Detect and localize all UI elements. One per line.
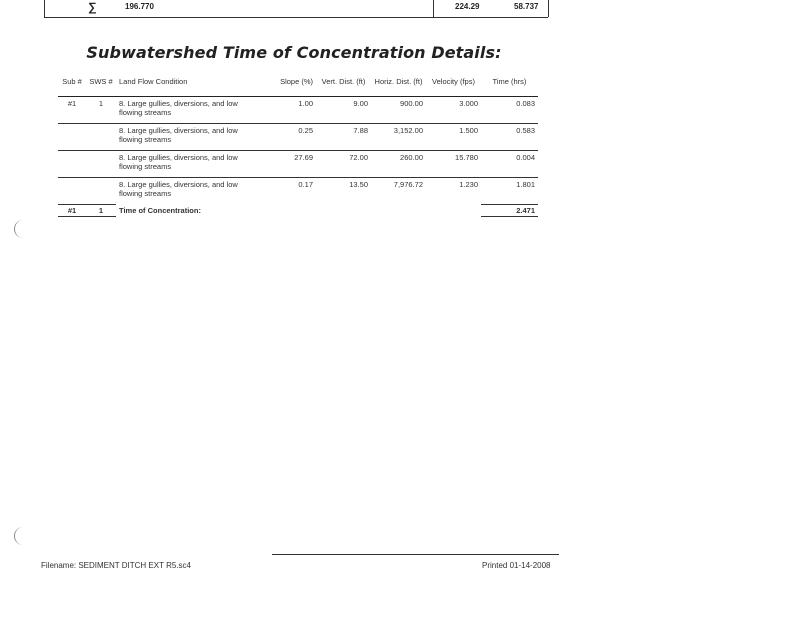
cell-time: 1.801 [516,180,535,189]
footer-rule [272,554,559,555]
cell-velocity: 3.000 [426,97,481,124]
header-sub: Sub # [58,68,86,97]
header-land-flow: Land Flow Condition [116,68,266,97]
cell-horiz-dist: 7,976.72 [393,180,423,189]
cell-land-flow: 8. Large gullies, diversions, and low flowing streams [116,151,266,178]
footer-filename: Filename: SEDIMENT DITCH EXT R5.sc4 [41,561,191,570]
summary-divider [433,0,434,17]
cell-velocity: 15.780 [426,151,481,178]
header-time: Time (hrs) [481,68,538,97]
summary-value-3: 58.737 [514,2,539,11]
summary-value-1: 196.770 [125,2,154,11]
cell-vert-dist: 7.88 [316,124,371,151]
cell-sub [58,178,86,205]
cell-vert-dist: 72.00 [316,151,371,178]
cell-land-flow: 8. Large gullies, diversions, and low flowing streams [116,124,266,151]
table-row [58,124,538,151]
summary-right-border [548,0,549,17]
header-sws: SWS # [86,68,116,97]
cell-slope: 0.25 [266,124,316,151]
cell-sws: 1 [86,97,116,124]
cell-sws [86,124,116,151]
cell-sub [58,124,86,151]
time-of-concentration-table [58,68,538,217]
total-sub: #1 [58,205,86,217]
binder-hole-mark [14,527,24,545]
cell-sub [58,151,86,178]
table-row [58,151,538,178]
cell-velocity: 1.500 [426,124,481,151]
total-time: 2.471 [481,205,538,217]
header-velocity: Velocity (fps) [426,68,481,97]
cell-vert-dist: 9.00 [316,97,371,124]
header-horiz-dist: Horiz. Dist. (ft) [371,68,426,97]
total-row [58,205,538,217]
page-title: Subwatershed Time of Concentration Details: [86,43,502,62]
cell-horiz-dist: 3,152.00 [371,124,426,151]
total-sws: 1 [86,205,116,217]
cell-sub: #1 [58,97,86,124]
cell-slope: 27.69 [266,151,316,178]
cell-horiz-dist: 900.00 [371,97,426,124]
cell-time: 0.083 [481,97,538,124]
summary-value-2: 224.29 [455,2,480,11]
footer-printed-date: Printed 01-14-2008 [482,561,551,570]
cell-land-flow: 8. Large gullies, diversions, and low flowing streams [116,97,266,124]
sigma-symbol: ∑ [88,0,97,14]
total-label: Time of Concentration: [119,205,201,215]
cell-vert-dist: 13.50 [349,180,368,189]
header-slope: Slope (%) [266,68,316,97]
binder-hole-mark [14,220,24,238]
cell-time: 0.583 [481,124,538,151]
table-row [58,97,538,124]
header-vert-dist: Vert. Dist. (ft) [316,68,371,97]
cell-time: 0.004 [481,151,538,178]
cell-velocity: 1.230 [459,180,478,189]
cell-horiz-dist: 260.00 [371,151,426,178]
cell-land-flow: 8. Large gullies, diversions, and low flowing streams [119,180,238,198]
cell-sws [86,178,116,205]
table-header-row [58,68,538,97]
cell-slope: 0.17 [298,180,313,189]
summary-left-border [44,0,45,17]
cell-slope: 1.00 [266,97,316,124]
table-row [58,178,538,205]
summary-row [44,0,548,18]
cell-sws [86,151,116,178]
